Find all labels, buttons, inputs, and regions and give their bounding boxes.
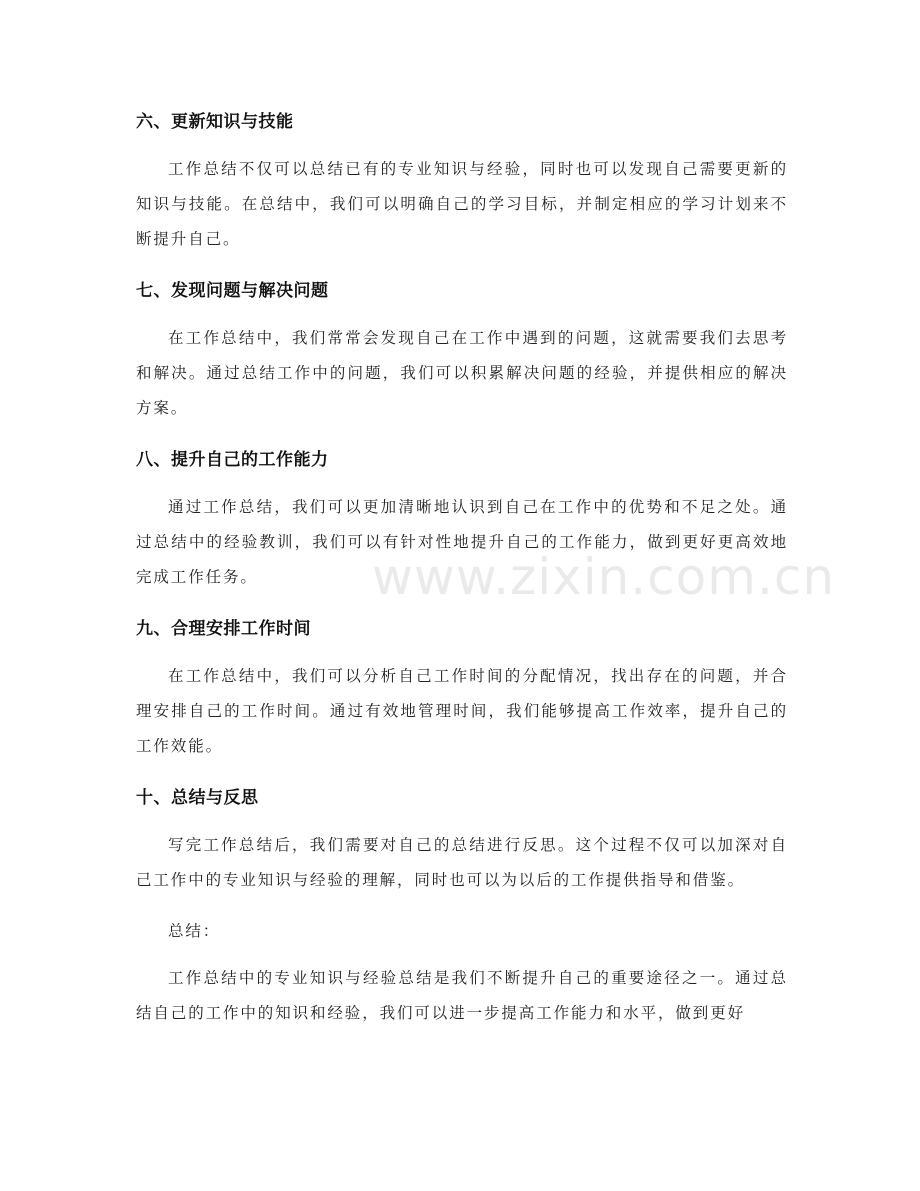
summary-label: 总结： xyxy=(168,922,221,940)
section-paragraph-7: 在工作总结中，我们常常会发现自己在工作中遇到的问题，这就需要我们去思考和解决。通过总结工作中的问题，我们可以积累解决问题的经验，并提供相应的解决方案。 xyxy=(136,329,788,417)
section-paragraph-10: 写完工作总结后，我们需要对自己的总结进行反思。这个过程不仅可以加深对自己工作中的专业知识与经验的理解，同时也可以为以后的工作提供指导和借鉴。 xyxy=(136,836,788,889)
watermark: www.zixin.com.cn xyxy=(372,548,836,606)
document-body xyxy=(136,104,788,1047)
section-heading-9: 九、合理安排工作时间 xyxy=(136,619,311,639)
section-paragraph-6: 工作总结不仅可以总结已有的专业知识与经验，同时也可以发现自己需要更新的知识与技能。在总结中，我们可以明确自己的学习目标，并制定相应的学习计划来不断提升自己。 xyxy=(136,160,788,248)
section-heading-7: 七、发现问题与解决问题 xyxy=(136,281,329,301)
section-paragraph-9: 在工作总结中，我们可以分析自己工作时间的分配情况，找出存在的问题，并合理安排自己的工作时间。通过有效地管理时间，我们能够提高工作效率，提升自己的工作效能。 xyxy=(136,667,788,755)
section-heading-6: 六、更新知识与技能 xyxy=(136,112,294,132)
section-heading-10: 十、总结与反思 xyxy=(136,788,259,808)
section-heading-8: 八、提升自己的工作能力 xyxy=(136,450,329,470)
summary-paragraph: 工作总结中的专业知识与经验总结是我们不断提升自己的重要途径之一。通过总结自己的工作中的知识和经验，我们可以进一步提高工作能力和水平，做到更好 xyxy=(136,969,788,1022)
section-paragraph-8: 通过工作总结，我们可以更加清晰地认识到自己在工作中的优势和不足之处。通过总结中的经验教训，我们可以有针对性地提升自己的工作能力，做到更好更高效地完成工作任务。 xyxy=(136,498,788,586)
